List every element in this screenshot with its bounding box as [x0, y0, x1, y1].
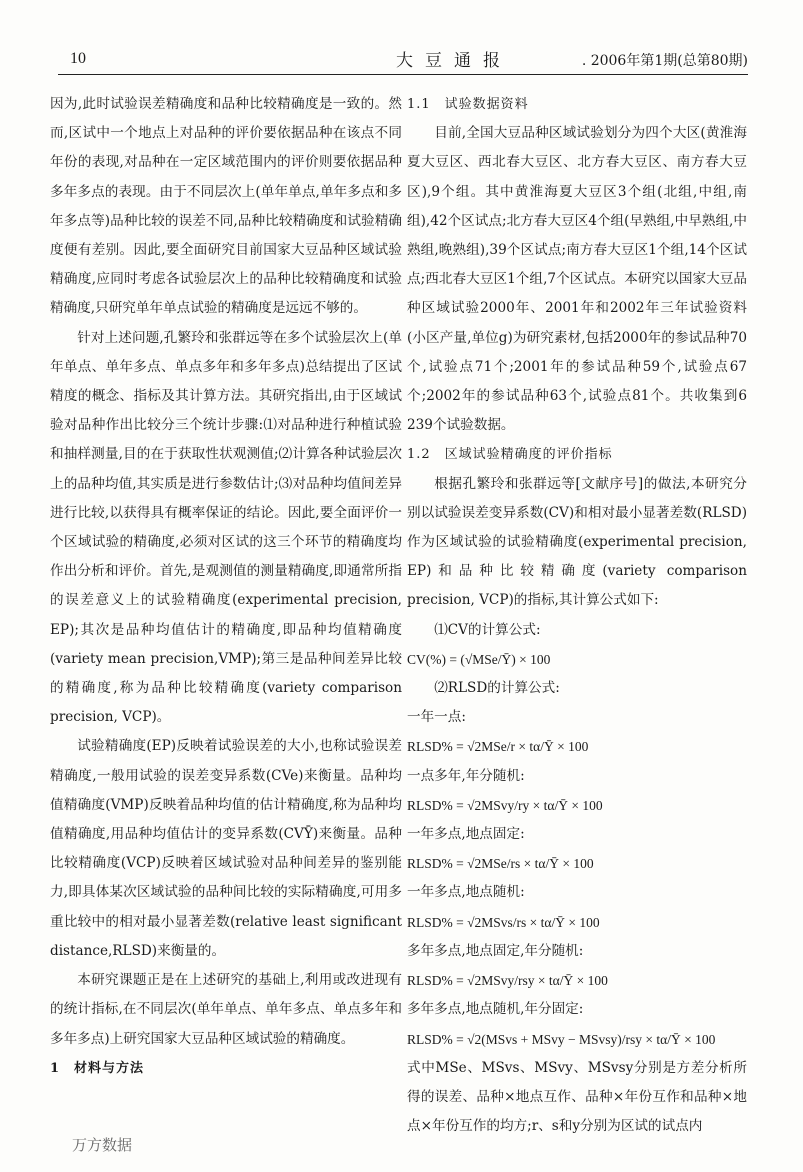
formula-cv: CV(%) = (√MSe/Ȳ) × 100	[407, 651, 551, 667]
left-column	[50, 90, 402, 1083]
formula-rlsd: RLSD% = √2MSe/rs × tα/Ȳ × 100	[407, 856, 594, 872]
paragraph: 试验精确度(EP)反映着试验误差的大小,也称试验误差精确度,一般用试验的误差变异系数(CVe)来衡量。品种均值精确度(VMP)反映着品种均值的估计精确度,称为品种均值精确度,用品种均值估计的变异系数(CVȲ)来衡量。品种比较精确度(VCP)反映着区域试验对品种间差异的鉴别能力,即具体某次区域试验的品种间比较的实际精确度,可用多重比较中的相对最小显著差数(relative least significant distance,RLSD)来衡量的。	[50, 738, 402, 959]
formula-condition: 多年多点,地点随机,年分固定:	[407, 1001, 584, 1018]
subsection-heading: 1.1 试验数据资料	[407, 97, 529, 112]
formula-rlsd: RLSD% = √2MSvs/rs × tα/Ȳ × 100	[407, 914, 600, 930]
paragraph: 因为,此时试验误差精确度和品种比较精确度是一致的。然而,区试中一个地点上对品种的评价要依据品种在该点不同年份的表现,对品种在一定区域范围内的评价则要依据品种多年多点的表现。由于不同层次上(单年单点,单年多点和多年多点等)品种比较的误差不同,品种比较精确度和试验精确度便有差别。因此,要全面研究目前国家大豆品种区域试验精确度,应同时考虑各试验层次上的品种比较精确度和试验精确度,只研究单年单点试验的精确度是远远不够的。	[50, 96, 402, 317]
formula-label: ⑵RLSD的计算公式:	[434, 680, 560, 697]
formula-condition: 多年多点,地点固定,年分随机:	[407, 942, 584, 959]
paragraph: 目前,全国大豆品种区域试验划分为四个大区(黄淮海夏大豆区、西北春大豆区、北方春大豆区、南方春大豆区),9个组。其中黄淮海夏大豆区3个组(北组,中组,南组),42个区试点;北方春大豆区4个组(早熟组,中早熟组,中熟组,晚熟组),39个区试点;南方春大豆区1个组,14个区试点;西北春大豆区1个组,7个区试点。本研究以国家大豆品种区域试验2000年、2001年和2002年三年试验资料(小区产量,单位g)为研究素材,包括2000年的参试品种70个,试验点71个;2001年的参试品种59个,试验点67个;2002年的参试品种63个,试验点81个。共收集到6 239个试验数据。	[407, 125, 747, 434]
formula-condition: 一年多点,地点随机:	[407, 884, 525, 901]
formula-condition: 一年一点:	[407, 709, 466, 726]
subsection-heading: 1.2 区域试验精确度的评价指标	[407, 447, 613, 463]
formula-rlsd: RLSD% = √2MSvy/ry × tα/Ȳ × 100	[407, 797, 603, 813]
issue-info: . 2006年第1期(总第80期)	[581, 53, 748, 69]
page-header	[58, 40, 748, 75]
formula-rlsd: RLSD% = √2MSe/r × tα/Ȳ × 100	[407, 739, 589, 755]
watermark: 万方数据	[72, 1136, 133, 1154]
section-heading: 1 材料与方法	[50, 1060, 145, 1076]
formula-rlsd: RLSD% = √2(MSvs + MSvy − MSvsy)/rsy × tα/Ȳ × 100	[407, 1031, 716, 1047]
formula-condition: 一点多年,年分随机:	[407, 767, 525, 784]
formula-rlsd: RLSD% = √2MSvy/rsy × tα/Ȳ × 100	[407, 973, 608, 989]
right-column	[407, 90, 747, 1141]
paragraph: 式中MSe、MSvs、MSvy、MSvsy分别是方差分析所得的误差、品种×地点互作、品种×年份互作和品种×地点×年份互作的均方;r、s和y分别为区试的试点内	[407, 1059, 747, 1135]
page-number: 10	[70, 50, 86, 67]
journal-title: 大豆通报	[396, 51, 512, 71]
paragraph: 根据孔繁玲和张群远等[文献序号]的做法,本研究分别以试验误差变异系数(CV)和相对最小显著差数(RLSD)作为区域试验的试验精确度(experimental precision, EP)和品种比较精确度(variety comparison precision, VCP)的指标,其计算公式如下:	[407, 475, 747, 609]
paragraph: 本研究课题正是在上述研究的基础上,利用或改进现有的统计指标,在不同层次(单年单点、单年多点、单点多年和多年多点)上研究国家大豆品种区域试验的精确度。	[50, 972, 402, 1047]
formula-condition: 一年多点,地点固定:	[407, 826, 525, 843]
paragraph: 针对上述问题,孔繁玲和张群远等在多个试验层次上(单年单点、单年多点、单点多年和多年多点)总结提出了区试精度的概念、指标及其计算方法。其研究指出,由于区域试验对品种作出比较分三个统计步骤:⑴对品种进行种植试验和抽样测量,目的在于获取性状观测值;⑵计算各种试验层次上的品种均值,其实质是进行参数估计;⑶对品种均值间差异进行比较,以获得具有概率保证的结论。因此,要全面评价一个区域试验的精确度,必须对区试的这三个环节的精确度均作出分析和评价。首先,是观测值的测量精确度,即通常所指的误差意义上的试验精确度(experimental precision, EP);其次是品种均值估计的精确度,即品种均值精确度(variety mean precision,VMP);第三是品种间差异比较的精确度,称为品种比较精确度(variety comparison precision, VCP)。	[50, 329, 402, 726]
formula-label: ⑴CV的计算公式:	[434, 621, 541, 638]
